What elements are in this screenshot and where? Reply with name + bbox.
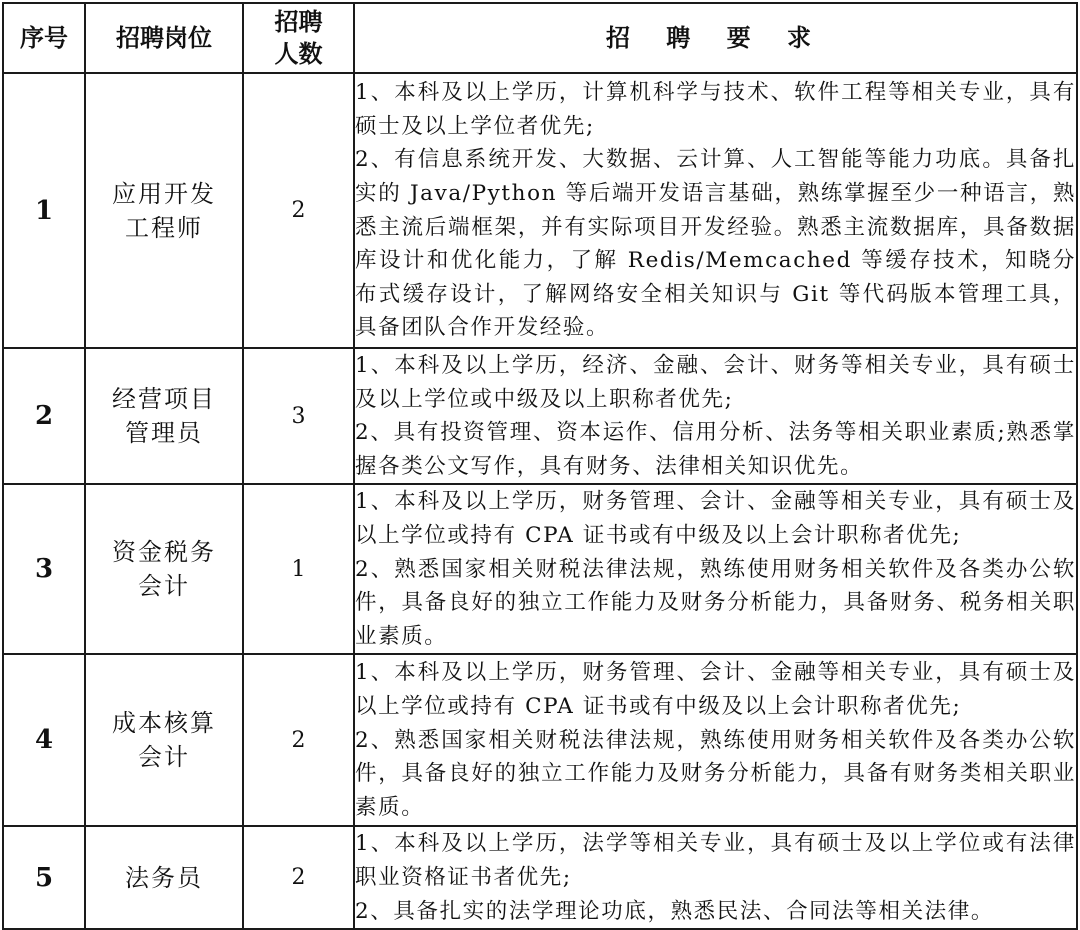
row-position xyxy=(85,348,243,484)
row-position-line1: 资金税务 xyxy=(112,538,216,567)
row-requirements xyxy=(354,654,1077,826)
requirement-item: 1、本科及以上学历，法学等相关专业，具有硕士及以上学位或有法律职业资格证书者优先; xyxy=(355,831,1076,890)
row-requirements xyxy=(354,348,1077,484)
row-count: 1 xyxy=(243,484,354,654)
requirement-item: 2、熟悉国家相关财税法律法规，熟练使用财务相关软件及各类办公软件，具备良好的独立工作能力及财务分析能力，具备财务、税务相关职业素质。 xyxy=(355,556,1076,649)
row-position-line1: 经营项目 xyxy=(112,385,216,414)
table-row xyxy=(3,348,1077,484)
row-position-line2: 工程师 xyxy=(125,213,203,242)
table-row xyxy=(3,484,1077,654)
row-seq: 2 xyxy=(3,348,85,484)
row-position-line1: 法务员 xyxy=(125,863,203,892)
requirement-item: 1、本科及以上学历，经济、金融、会计、财务等相关专业，具有硕士及以上学位或中级及以上职称者优先; xyxy=(355,353,1076,412)
requirement-item: 1、本科及以上学历，财务管理、会计、金融等相关专业，具有硕士及以上学位或持有 CPA 证书或有中级及以上会计职称者优先; xyxy=(355,489,1076,548)
row-count: 2 xyxy=(243,73,354,348)
row-count: 3 xyxy=(243,348,354,484)
header-count xyxy=(243,3,354,73)
row-seq: 5 xyxy=(3,826,85,929)
requirement-item: 2、熟悉国家相关财税法律法规，熟练使用财务相关软件及各类办公软件，具备良好的独立工作能力及财务分析能力，具备有财务类相关职业素质。 xyxy=(355,727,1076,820)
header-count-line2: 人数 xyxy=(274,40,323,68)
header-row xyxy=(3,3,1077,73)
row-requirements xyxy=(354,826,1077,929)
header-seq: 序号 xyxy=(3,3,85,73)
row-requirements xyxy=(354,73,1077,348)
row-seq: 4 xyxy=(3,654,85,826)
requirement-item: 2、具有投资管理、资本运作、信用分析、法务等相关职业素质;熟悉掌握各类公文写作，具有财务、法律相关知识优先。 xyxy=(355,420,1076,479)
row-position-line2: 会计 xyxy=(138,572,190,601)
requirement-item: 1、本科及以上学历，计算机科学与技术、软件工程等相关专业，具有硕士及以上学位者优先; xyxy=(355,80,1076,139)
requirement-item: 1、本科及以上学历，财务管理、会计、金融等相关专业，具有硕士及以上学位或持有 CPA 证书或有中级及以上会计职称者优先; xyxy=(355,660,1076,719)
row-requirements xyxy=(354,484,1077,654)
header-count-line1: 招聘 xyxy=(274,8,323,36)
row-seq: 1 xyxy=(3,73,85,348)
row-position xyxy=(85,484,243,654)
table-row xyxy=(3,826,1077,929)
row-position-line1: 应用开发 xyxy=(112,179,216,208)
requirement-item: 2、有信息系统开发、大数据、云计算、人工智能等能力功底。具备扎实的 Java/Python 等后端开发语言基础，熟练掌握至少一种语言，熟悉主流后端框架，并有实际项目开发经验。熟悉主流数据库，具备数据库设计和优化能力，了解 Redis/Memcached 等缓存技术，知晓分布式缓存设计，了解网络安全相关知识与 Git 等代码版本管理工具，具备团队合作开发经验。 xyxy=(355,147,1076,341)
header-requirements: 招 聘 要 求 xyxy=(354,3,1077,73)
row-position-line1: 成本核算 xyxy=(112,709,216,738)
row-position-line2: 管理员 xyxy=(125,419,203,448)
header-position: 招聘岗位 xyxy=(85,3,243,73)
recruitment-table xyxy=(2,2,1078,930)
row-position xyxy=(85,826,243,929)
row-count: 2 xyxy=(243,654,354,826)
requirement-item: 2、具备扎实的法学理论功底，熟悉民法、合同法等相关法律。 xyxy=(355,898,994,924)
row-position xyxy=(85,654,243,826)
row-position-line2: 会计 xyxy=(138,743,190,772)
table-row xyxy=(3,654,1077,826)
table-row xyxy=(3,73,1077,348)
row-position xyxy=(85,73,243,348)
row-seq: 3 xyxy=(3,484,85,654)
row-count: 2 xyxy=(243,826,354,929)
